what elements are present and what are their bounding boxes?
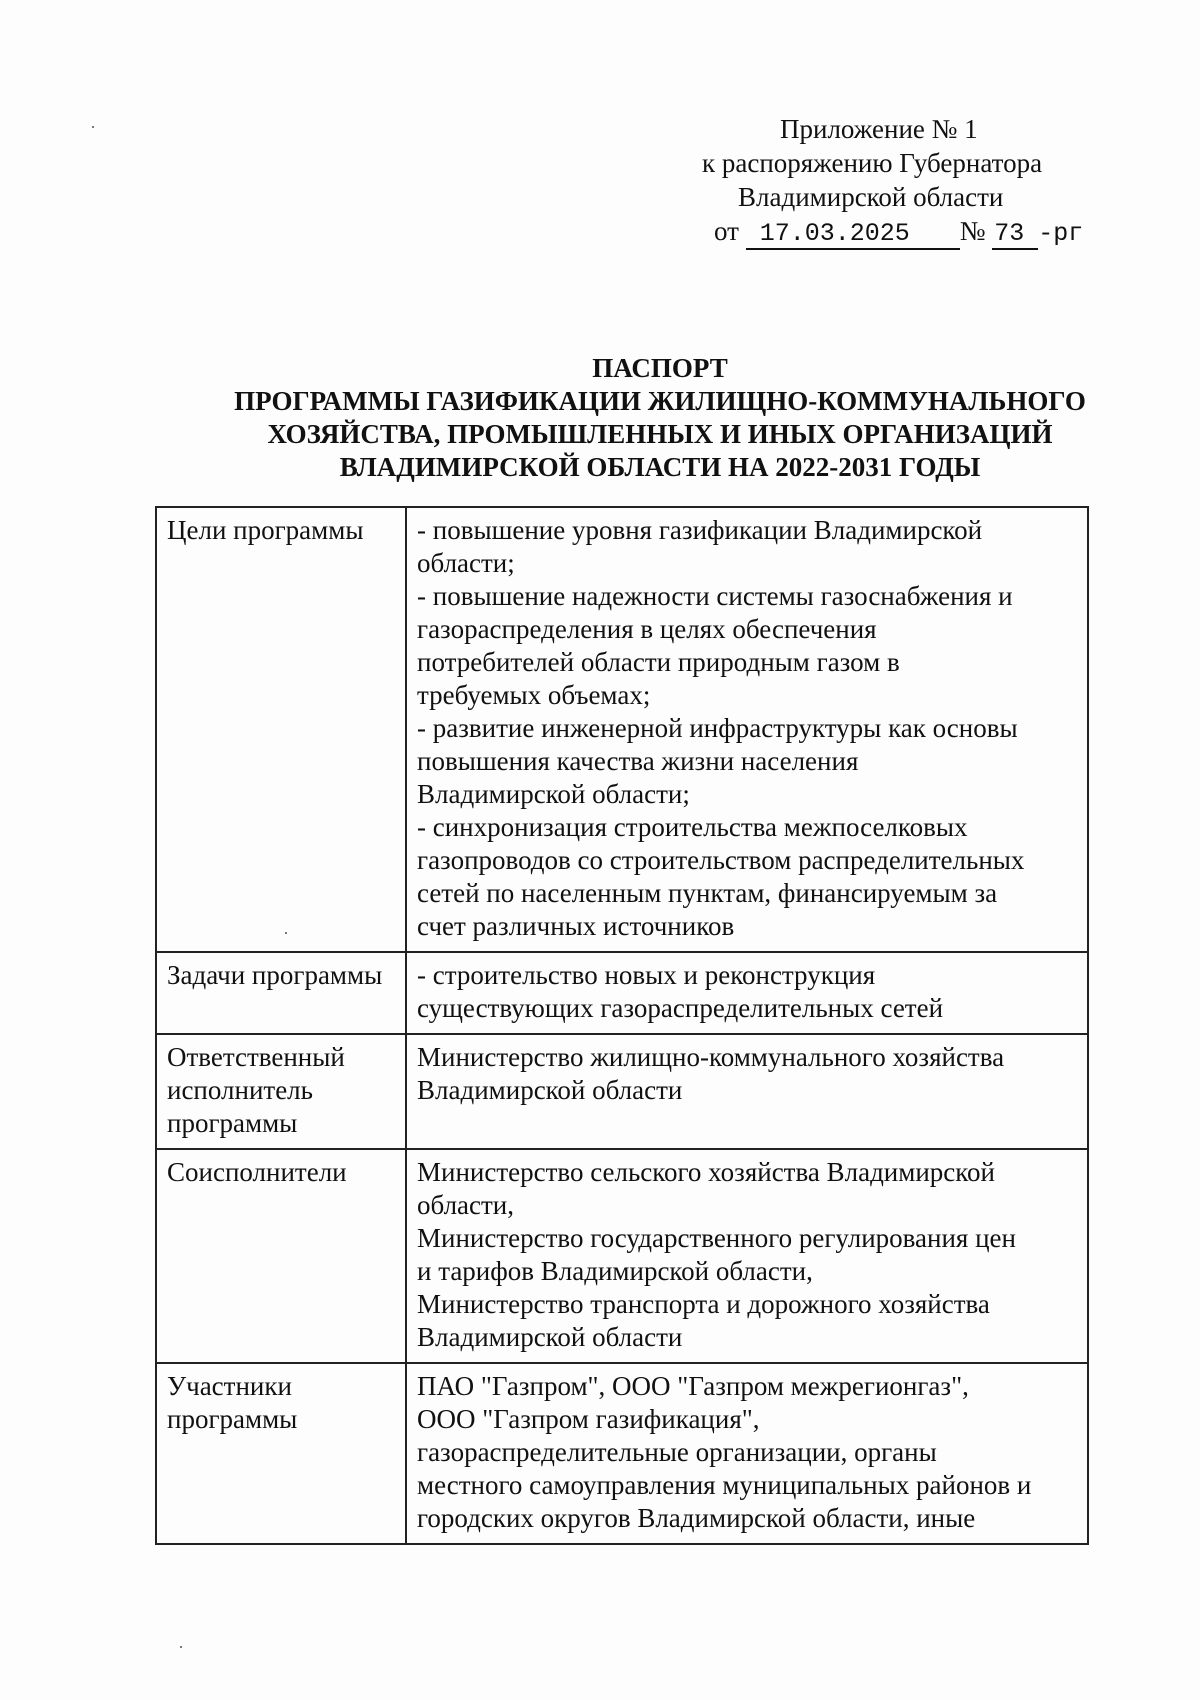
row-content-line: требуемых объемах; [417, 680, 651, 710]
row-content-line: - синхронизация строительства межпоселковых [417, 812, 968, 842]
row-label-line: программы [167, 1404, 298, 1434]
row-content-line: газопроводов со строительством распределительных [417, 845, 1025, 875]
annex-number-label: № [959, 216, 986, 246]
row-content-line: - повышение надежности системы газоснабжения и [417, 581, 1013, 611]
row-content-cell [406, 507, 1088, 952]
row-content-line: - строительство новых и реконструкция [417, 960, 876, 990]
row-content-line: - повышение уровня газификации Владимирской [417, 515, 983, 545]
row-content-line: Владимирской области; [417, 779, 690, 809]
row-content-line: Владимирской области [417, 1075, 683, 1105]
row-content-line: потребителей области природным газом в [417, 647, 900, 677]
document-title [200, 352, 1120, 484]
annex-from-label: от [714, 216, 739, 246]
title-line-4: ВЛАДИМИРСКОЙ ОБЛАСТИ НА 2022-2031 ГОДЫ [339, 452, 981, 482]
row-label-cell [156, 952, 406, 1034]
row-content-line: Владимирской области [417, 1322, 683, 1352]
annex-date: 17.03.2025 [746, 220, 960, 250]
row-content-line: городских округов Владимирской области, иные [417, 1503, 976, 1533]
scan-speck [180, 1646, 182, 1648]
row-content-line: и тарифов Владимирской области, [417, 1256, 813, 1286]
row-label-line: Соисполнители [167, 1157, 347, 1187]
table-row [156, 1034, 1088, 1149]
annex-order-number: 73 [992, 220, 1038, 250]
row-content-line: Министерство транспорта и дорожного хозяйства [417, 1289, 990, 1319]
table-row [156, 952, 1088, 1034]
row-content-line: счет различных источников [417, 911, 735, 941]
row-content-line: сетей по населенным пунктам, финансируемым за [417, 878, 998, 908]
row-label-line: программы [167, 1108, 298, 1138]
annex-date-line [714, 214, 1090, 251]
annex-number: Приложение № 1 [780, 114, 978, 144]
row-content-cell [406, 1034, 1088, 1149]
annex-header [690, 112, 1090, 251]
passport-table [155, 506, 1089, 1545]
table-row [156, 507, 1088, 952]
row-content-line: существующих газораспределительных сетей [417, 993, 944, 1023]
row-content-line: повышения качества жизни населения [417, 746, 859, 776]
row-label-line: Участники [167, 1371, 292, 1401]
row-label-cell [156, 1034, 406, 1149]
passport-table-body [156, 507, 1088, 1544]
row-content-line: Министерство жилищно-коммунального хозяйства [417, 1042, 1005, 1072]
row-content-line: газораспределительные организации, органы [417, 1437, 937, 1467]
row-content-line: ООО "Газпром газификация", [417, 1404, 760, 1434]
scan-speck [285, 932, 287, 934]
row-content-cell [406, 1363, 1088, 1544]
row-content-line: области; [417, 548, 515, 578]
title-line-3: ХОЗЯЙСТВА, ПРОМЫШЛЕННЫХ И ИНЫХ ОРГАНИЗАЦИЙ [267, 419, 1053, 449]
row-content-line: - развитие инженерной инфраструктуры как основы [417, 713, 1018, 743]
row-label-cell [156, 1363, 406, 1544]
table-row [156, 1149, 1088, 1363]
row-label-line: исполнитель [167, 1075, 313, 1105]
row-label-line: Задачи программы [167, 960, 383, 990]
row-label-line: Цели программы [167, 515, 364, 545]
row-content-line: Министерство государственного регулирования цен [417, 1223, 1016, 1253]
row-content-line: газораспределения в целях обеспечения [417, 614, 877, 644]
row-content-cell [406, 952, 1088, 1034]
table-row [156, 1363, 1088, 1544]
annex-reference: к распоряжению Губернатора [702, 148, 1043, 178]
row-content-line: ПАО "Газпром", ООО "Газпром межрегионгаз", [417, 1371, 969, 1401]
row-content-line: Министерство сельского хозяйства Владимирской [417, 1157, 995, 1187]
title-line-1: ПАСПОРТ [592, 353, 728, 383]
row-content-line: области, [417, 1190, 515, 1220]
annex-order-suffix: -рг [1038, 219, 1084, 248]
scan-speck [92, 126, 94, 128]
row-content-line: местного самоуправления муниципальных районов и [417, 1470, 1032, 1500]
title-line-2: ПРОГРАММЫ ГАЗИФИКАЦИИ ЖИЛИЩНО-КОММУНАЛЬНОГО [234, 386, 1086, 416]
row-label-line: Ответственный [167, 1042, 345, 1072]
row-content-cell [406, 1149, 1088, 1363]
annex-region: Владимирской области [738, 182, 1004, 212]
row-label-cell [156, 507, 406, 952]
row-label-cell [156, 1149, 406, 1363]
